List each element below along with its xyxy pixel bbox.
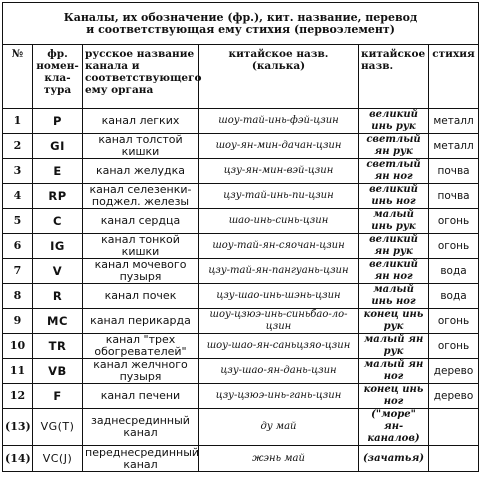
row-fr-abbr: R	[33, 284, 83, 309]
table-row	[3, 409, 479, 446]
row-fr-abbr: E	[33, 159, 83, 184]
row-cn-name: цзу-шао-инь-шэнь-цзин	[199, 284, 359, 309]
row-element: почва	[429, 184, 479, 209]
channels-table-page	[2, 2, 478, 472]
row-num: (14)	[3, 446, 33, 472]
table-row	[3, 109, 479, 134]
row-element: огонь	[429, 234, 479, 259]
row-translation: великий инь ног	[359, 184, 429, 209]
table-body	[3, 109, 479, 472]
row-num: (13)	[3, 409, 33, 446]
row-num: 12	[3, 384, 33, 409]
row-ru-name: канал печени	[83, 384, 199, 409]
row-num: 11	[3, 359, 33, 384]
row-cn-name: цзу-тай-инь-пи-цзин	[199, 184, 359, 209]
row-cn-name: шоу-ян-мин-дачан-цзин	[199, 134, 359, 159]
row-cn-name: цзу-шао-ян-дань-цзин	[199, 359, 359, 384]
table-row	[3, 309, 479, 334]
row-fr-abbr: RP	[33, 184, 83, 209]
row-cn-name: жэнь май	[199, 446, 359, 472]
row-fr-abbr: V	[33, 259, 83, 284]
row-num: 8	[3, 284, 33, 309]
header-fr: фр. номен- кла- тура	[33, 45, 83, 109]
row-num: 6	[3, 234, 33, 259]
row-fr-abbr: F	[33, 384, 83, 409]
row-cn-name: ду май	[199, 409, 359, 446]
table-row	[3, 334, 479, 359]
row-translation: малый ян ног	[359, 359, 429, 384]
row-element	[429, 446, 479, 472]
row-num: 3	[3, 159, 33, 184]
header-cn: китайское назв. (калька)	[199, 45, 359, 109]
row-translation: конец инь рук	[359, 309, 429, 334]
table-row	[3, 284, 479, 309]
row-cn-name: шоу-цзюэ-инь-синьбао-ло-цзин	[199, 309, 359, 334]
row-element: дерево	[429, 384, 479, 409]
table-title	[3, 3, 479, 45]
table-row	[3, 184, 479, 209]
row-translation: малый ян рук	[359, 334, 429, 359]
row-num: 5	[3, 209, 33, 234]
row-ru-name: канал "трех обогревателей"	[83, 334, 199, 359]
row-cn-name: цзу-тай-ян-пангуань-цзин	[199, 259, 359, 284]
row-fr-abbr: TR	[33, 334, 83, 359]
row-ru-name: канал сердца	[83, 209, 199, 234]
row-ru-name: канал почек	[83, 284, 199, 309]
row-element: металл	[429, 134, 479, 159]
row-element: почва	[429, 159, 479, 184]
channels-table	[2, 2, 479, 472]
row-element: металл	[429, 109, 479, 134]
table-row	[3, 159, 479, 184]
row-translation: светлый ян ног	[359, 159, 429, 184]
row-translation: ("море" ян-каналов)	[359, 409, 429, 446]
row-ru-name: заднесрединный канал	[83, 409, 199, 446]
row-element: огонь	[429, 309, 479, 334]
row-element: дерево	[429, 359, 479, 384]
row-ru-name: переднесрединный канал	[83, 446, 199, 472]
row-ru-name: канал мочевого пузыря	[83, 259, 199, 284]
row-translation: великий ян ног	[359, 259, 429, 284]
row-translation: (зачатья)	[359, 446, 429, 472]
row-ru-name: канал толстой кишки	[83, 134, 199, 159]
row-fr-abbr: IG	[33, 234, 83, 259]
row-num: 7	[3, 259, 33, 284]
row-ru-name: канал перикарда	[83, 309, 199, 334]
row-ru-name: канал желчного пузыря	[83, 359, 199, 384]
row-cn-name: шоу-тай-инь-фэй-цзин	[199, 109, 359, 134]
row-translation: светлый ян рук	[359, 134, 429, 159]
row-fr-abbr: GI	[33, 134, 83, 159]
title-line-1: Каналы, их обозначение (фр.), кит. название, перевод	[63, 10, 418, 24]
header-ru: русское название канала и соответствующего ему органа	[83, 45, 199, 109]
row-ru-name: канал тонкой кишки	[83, 234, 199, 259]
row-ru-name: канал селезенки-поджел. железы	[83, 184, 199, 209]
row-element: вода	[429, 284, 479, 309]
row-cn-name: шоу-тай-ян-сяочан-цзин	[199, 234, 359, 259]
row-num: 4	[3, 184, 33, 209]
row-fr-abbr: P	[33, 109, 83, 134]
row-num: 10	[3, 334, 33, 359]
header-row	[3, 45, 479, 109]
row-element: огонь	[429, 209, 479, 234]
row-translation: великий инь рук	[359, 109, 429, 134]
title-line-2: и соответствующая ему стихия (первоэлемент)	[86, 22, 395, 36]
row-fr-abbr: C	[33, 209, 83, 234]
row-num: 2	[3, 134, 33, 159]
row-cn-name: цзу-цзюэ-инь-гань-цзин	[199, 384, 359, 409]
row-fr-abbr: VB	[33, 359, 83, 384]
row-fr-abbr: VG(T)	[33, 409, 83, 446]
row-cn-name: цзу-ян-мин-вэй-цзин	[199, 159, 359, 184]
row-element: огонь	[429, 334, 479, 359]
table-row	[3, 259, 479, 284]
row-num: 9	[3, 309, 33, 334]
header-tr: китайское назв.	[359, 45, 429, 109]
row-element	[429, 409, 479, 446]
row-fr-abbr: VC(J)	[33, 446, 83, 472]
row-translation: великий ян рук	[359, 234, 429, 259]
table-row	[3, 209, 479, 234]
table-row	[3, 359, 479, 384]
row-fr-abbr: MC	[33, 309, 83, 334]
table-row	[3, 384, 479, 409]
row-cn-name: шао-инь-синь-цзин	[199, 209, 359, 234]
table-row	[3, 134, 479, 159]
row-translation: малый инь рук	[359, 209, 429, 234]
table-row	[3, 234, 479, 259]
row-translation: конец инь ног	[359, 384, 429, 409]
table-row	[3, 446, 479, 472]
row-element: вода	[429, 259, 479, 284]
header-num: №	[3, 45, 33, 109]
row-ru-name: канал желудка	[83, 159, 199, 184]
row-ru-name: канал легких	[83, 109, 199, 134]
header-el: стихия	[429, 45, 479, 109]
row-num: 1	[3, 109, 33, 134]
row-cn-name: шоу-шао-ян-саньцзяо-цзин	[199, 334, 359, 359]
row-translation: малый инь ног	[359, 284, 429, 309]
